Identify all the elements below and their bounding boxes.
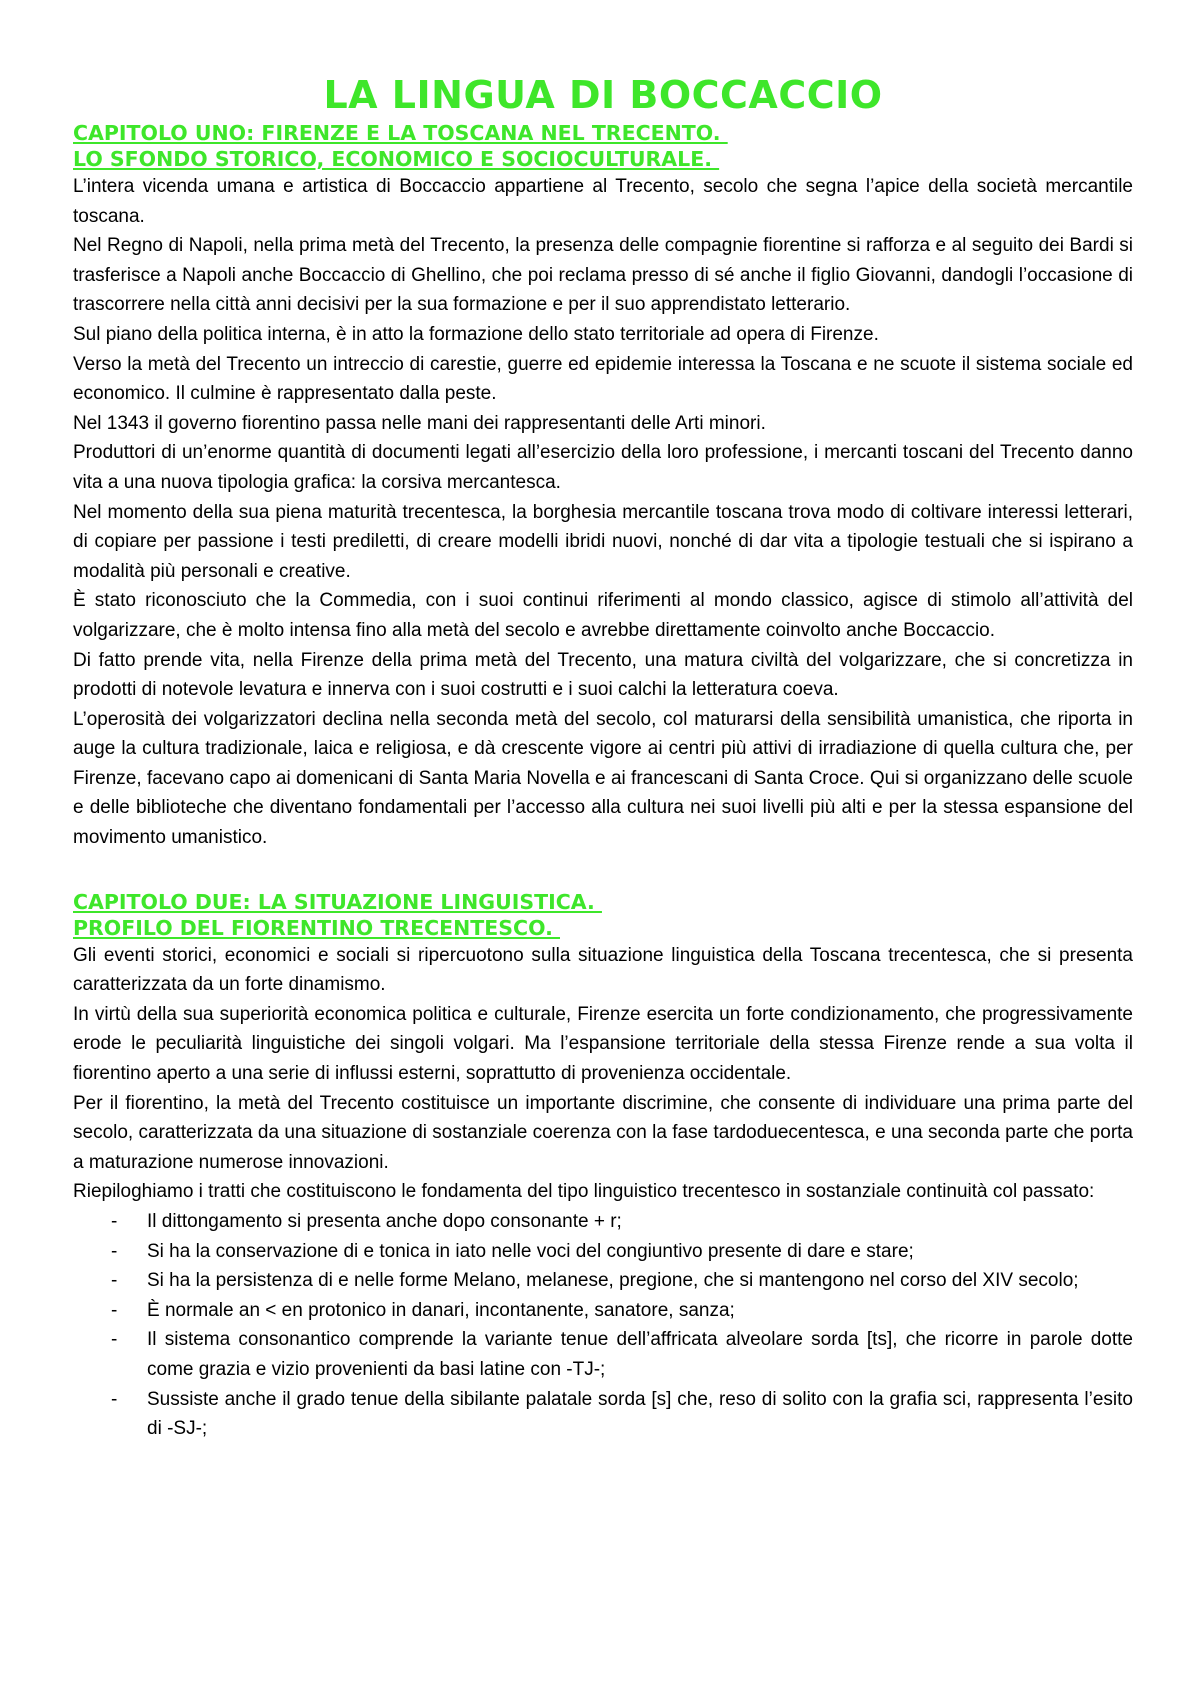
bullet-dash: -	[111, 1240, 118, 1262]
paragraph: Sul piano della politica interna, è in atto la formazione dello stato territoriale ad opera di Firenze.	[73, 323, 879, 345]
paragraph: Per il fiorentino, la metà del Trecento costituisce un importante discrimine, che consente di individuare una prima parte del secolo, caratterizzata da una situazione di sostanziale coerenza con la fase tardoduecentesca, e una seconda parte che porta a maturazione numerose innovazioni.	[73, 1092, 1133, 1173]
chapter-one-body	[73, 172, 1133, 853]
paragraph: L’operosità dei volgarizzatori declina nella seconda metà del secolo, col maturarsi della sensibilità umanistica, che riporta in auge la cultura tradizionale, laica e religiosa, e dà crescente vigore ai centri più attivi di irradiazione di quella cultura che, per Firenze, facevano capo ai domenicani di Santa Maria Novella e ai francescani di Santa Croce. Qui si organizzano delle scuole e delle biblioteche che diventano fondamentali per l’accesso alla cultura nei suoi livelli più alti e per la stessa espansione del movimento umanistico.	[73, 708, 1133, 849]
list-item-text: Il dittongamento si presenta anche dopo consonante + r;	[147, 1211, 622, 1232]
paragraph: Gli eventi storici, economici e sociali si ripercuotono sulla situazione linguistica della Toscana trecentesca, che si presenta caratterizzata da un forte dinamismo.	[73, 944, 1133, 996]
list-item	[73, 1266, 1133, 1296]
paragraph: In virtù della sua superiorità economica politica e culturale, Firenze esercita un forte condizionamento, che progressivamente erode le peculiarità linguistiche dei singoli volgari. Ma l’espansione territoriale della stessa Firenze rende a sua volta il fiorentino aperto a una serie di influssi esterni, soprattutto di provenienza occidentale.	[73, 1003, 1133, 1085]
paragraph: Nel Regno di Napoli, nella prima metà del Trecento, la presenza delle compagnie fiorentine si rafforza e al seguito dei Bardi si trasferisce a Napoli anche Boccaccio di Ghellino, che poi reclama presso di sé anche il figlio Giovanni, dandogli l’occasione di trascorrere nella città anni decisivi per la sua formazione e per il suo apprendistato letterario.	[73, 235, 1133, 316]
list-item	[73, 1325, 1133, 1384]
paragraph: È stato riconosciuto che la Commedia, con i suoi continui riferimenti al mondo classico, agisce di stimolo all’attività del volgarizzare, che è molto intensa fino alla metà del secolo e avrebbe direttamente coinvolto anche Boccaccio.	[73, 590, 1133, 641]
paragraph: Nel momento della sua piena maturità trecentesca, la borghesia mercantile toscana trova modo di coltivare interessi letterari, di copiare per passione i testi prediletti, di creare modelli ibridi nuovi, nonché di dar vita a tipologie testuali che si ispirano a modalità più personali e creative.	[73, 501, 1133, 582]
list-item-text: Sussiste anche il grado tenue della sibilante palatale sorda [s] che, reso di solito con la grafia sci, rappresenta l’esito di -SJ-;	[147, 1388, 1133, 1440]
list-item	[73, 1237, 1133, 1267]
feature-list	[73, 1207, 1133, 1444]
document-page	[73, 72, 1133, 1444]
document-title: LA LINGUA DI BOCCACCIO	[323, 73, 883, 117]
bullet-dash: -	[111, 1299, 118, 1321]
list-item-text: Il sistema consonantico comprende la variante tenue dell’affricata alveolare sorda [ts], che ricorre in parole dotte come grazia e vizio provenienti da basi latine con -TJ-;	[147, 1329, 1133, 1380]
list-item-text: Si ha la persistenza di e nelle forme Melano, melanese, pregione, che si mantengono nel corso del XIV secolo;	[147, 1270, 1079, 1292]
chapter-two-heading-line-2: PROFILO DEL FIORENTINO TRECENTESCO.	[73, 915, 560, 940]
paragraph: Riepiloghiamo i tratti che costituiscono le fondamenta del tipo linguistico trecentesco in sostanziale continuità col passato:	[73, 1181, 1095, 1203]
chapter-two-body	[73, 941, 1133, 1444]
list-item	[73, 1207, 1133, 1237]
paragraph: Nel 1343 il governo fiorentino passa nelle mani dei rappresentanti delle Arti minori.	[73, 412, 766, 434]
bullet-dash: -	[111, 1388, 118, 1410]
bullet-dash: -	[111, 1211, 118, 1232]
list-item-text: Si ha la conservazione di e tonica in iato nelle voci del congiuntivo presente di dare e stare;	[147, 1240, 914, 1262]
section-spacer	[73, 853, 1133, 889]
chapter-two-heading-line-1: CAPITOLO DUE: LA SITUAZIONE LINGUISTICA.	[73, 889, 602, 914]
paragraph: L’intera vicenda umana e artistica di Boccaccio appartiene al Trecento, secolo che segna l’apice della società mercantile toscana.	[73, 176, 1133, 227]
chapter-two-heading	[73, 889, 1133, 941]
list-item	[73, 1385, 1133, 1444]
paragraph: Verso la metà del Trecento un intreccio di carestie, guerre ed epidemie interessa la Toscana e ne scuote il sistema sociale ed economico. Il culmine è rappresentato dalla peste.	[73, 353, 1133, 405]
chapter-one-heading-line-2: LO SFONDO STORICO, ECONOMICO E SOCIOCULTURALE.	[73, 147, 720, 171]
bullet-dash: -	[111, 1329, 118, 1351]
chapter-one-heading-line-1: CAPITOLO UNO: FIRENZE E LA TOSCANA NEL TRECENTO.	[73, 121, 728, 145]
list-item	[73, 1296, 1133, 1326]
paragraph: Di fatto prende vita, nella Firenze della prima metà del Trecento, una matura civiltà del volgarizzare, che si concretizza in prodotti di notevole levatura e innerva con i suoi costrutti e i suoi calchi la letteratura coeva.	[73, 649, 1133, 701]
list-item-text: È normale an < en protonico in danari, incontanente, sanatore, sanza;	[147, 1299, 735, 1321]
chapter-one-heading	[73, 120, 1133, 172]
bullet-dash: -	[111, 1270, 118, 1292]
paragraph: Produttori di un’enorme quantità di documenti legati all’esercizio della loro professione, i mercanti toscani del Trecento danno vita a una nuova tipologia grafica: la corsiva mercantesca.	[73, 442, 1133, 493]
